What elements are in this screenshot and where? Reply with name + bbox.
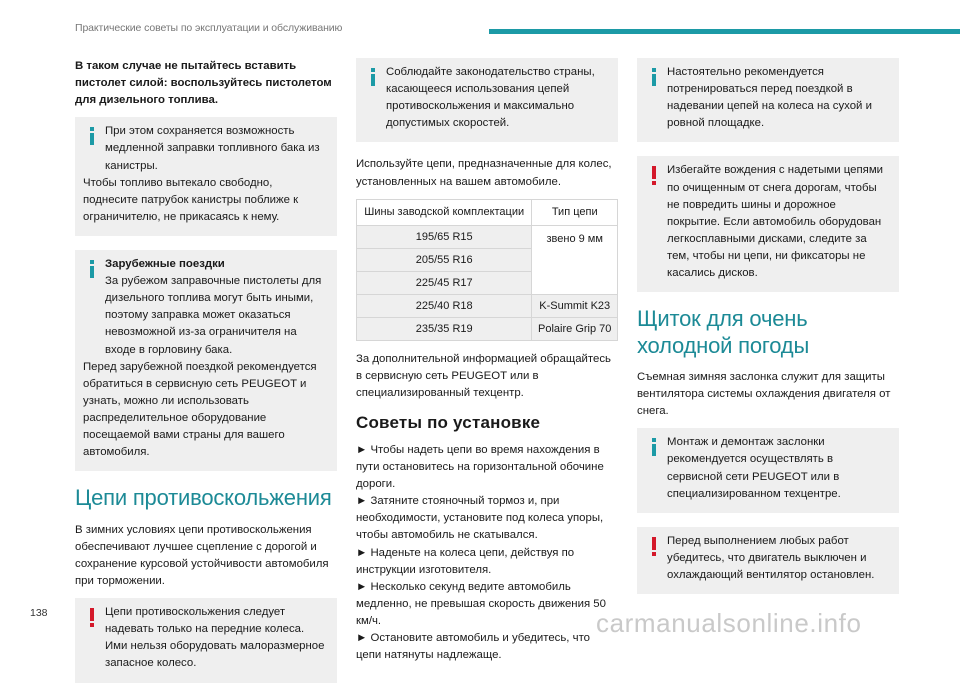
- info-box-practice: [637, 58, 899, 142]
- warning-icon: [645, 162, 667, 180]
- step-item: ► Остановите автомобиль и убедитесь, что цепи натянуты надлежаще.: [356, 630, 618, 664]
- table-cell-chain: звено 9 мм: [532, 226, 618, 295]
- warning-box-text: Перед выполнением любых работ убедитесь, что двигатель выключен и охлаждающий вентилятор остановлен.: [667, 534, 875, 581]
- info-icon: [645, 64, 667, 82]
- table-row: [357, 295, 618, 318]
- step-item: ► Чтобы надеть цепи во время нахождения в пути остановитесь на горизонтальной обочине дороги.: [356, 442, 618, 493]
- info-box-text: Настоятельно рекомендуется потренироваться перед поездкой в надевании цепей на колеса на сухой и ровной площадке.: [667, 66, 872, 130]
- info-box-text: При этом сохраняется возможность медленной заправки топливного бака из канистры.: [105, 125, 320, 172]
- table-cell-chain: K-Summit K23: [532, 295, 618, 318]
- warning-box-front-wheels: [75, 598, 337, 682]
- info-icon: [83, 256, 105, 274]
- table-row: [357, 318, 618, 341]
- watermark: carmanualsonline.info: [596, 608, 862, 638]
- table-cell-tyre: 205/55 R16: [357, 249, 532, 272]
- info-icon: [364, 64, 386, 82]
- warning-icon: [83, 604, 105, 622]
- installation-steps: [356, 442, 618, 664]
- info-box-abroad: [75, 250, 337, 471]
- info-icon: [83, 123, 105, 141]
- table-header-row: [357, 199, 618, 225]
- paragraph-more-info: За дополнительной информацией обращайтесь в сервисную сеть PEUGEOT или в специализированный техцентр.: [356, 353, 611, 400]
- table-row: [357, 226, 618, 249]
- warning-box-cleared-roads: [637, 156, 899, 292]
- warning-box-text: Избегайте вождения с надетыми цепями по очищенным от снега дорогам, чтобы не повредить шины и дорожное покрытие. Если автомобиль оборудован легкосплавными дисками, следите за тем, чтобы ни цепи, ни фиксаторы не касались дисков.: [667, 164, 884, 280]
- table-cell-tyre: 225/40 R18: [357, 295, 532, 318]
- info-box-text: За рубежом заправочные пистолеты для дизельного топлива могут быть иными, поэтому заправка может оказаться невозможной из-за ограничителя на входе в горловину бака.: [105, 275, 322, 356]
- page-header-title: Практические советы по эксплуатации и обслуживанию: [75, 22, 343, 34]
- table-cell-chain: Polaire Grip 70: [532, 318, 618, 341]
- column-1: [75, 58, 337, 697]
- info-box-text: Монтаж и демонтаж заслонки рекомендуется осуществлять в сервисной сети PEUGEOT или в специализированном техцентре.: [667, 436, 841, 500]
- chains-table: [356, 199, 618, 341]
- step-item: ► Наденьте на колеса цепи, действуя по инструкции изготовителя.: [356, 545, 618, 579]
- table-cell-tyre: 225/45 R17: [357, 272, 532, 295]
- info-icon: [645, 434, 667, 452]
- intro-bold-text: В таком случае не пытайтесь вставить пистолет силой: воспользуйтесь пистолетом для дизельного топлива.: [75, 60, 332, 107]
- header-accent-bar: [489, 29, 960, 34]
- column-3: [637, 58, 899, 608]
- section-text: В зимних условиях цепи противоскольжения обеспечивают лучшее сцепление с дорогой и сохранение курсовой устойчивости автомобиля при торможении.: [75, 523, 329, 588]
- info-box-text: Соблюдайте законодательство страны, касающееся использования цепей противоскольжения и максимально допустимых скоростей.: [386, 66, 595, 130]
- step-item: ► Несколько секунд ведите автомобиль медленно, не превышая скорость движения 50 км/ч.: [356, 579, 618, 630]
- warning-icon: [645, 533, 667, 551]
- info-box-text-continued: Чтобы топливо вытекало свободно, поднесите патрубок канистры поближе к ограничителю, не прикасаясь к нему.: [83, 176, 299, 223]
- paragraph-use-chains: Используйте цепи, предназначенные для колес, установленных на вашем автомобиле.: [356, 158, 612, 188]
- table-header-tyres: Шины заводской комплектации: [357, 199, 532, 225]
- warning-box-engine-off: [637, 527, 899, 594]
- section-title-cold-weather-screen: Щиток для очень холодной погоды: [637, 306, 810, 358]
- info-box-canister: [75, 117, 337, 236]
- info-box-text-continued: Перед зарубежной поездкой рекомендуется обратиться в сервисную сеть PEUGEOT и узнать, можно ли использовать распределительное оборудование посещаемой вами страны для вашего автомобиля.: [83, 360, 317, 459]
- column-2: [356, 58, 618, 664]
- warning-box-text: Цепи противоскольжения следует надевать только на передние колеса. Ими нельзя оборудовать малоразмерное запасное колесо.: [105, 606, 325, 670]
- subsection-title-installation: Советы по установке: [356, 413, 541, 433]
- table-header-chain-type: Тип цепи: [532, 199, 618, 225]
- section-title-snow-chains: Цепи противоскольжения: [75, 485, 332, 511]
- table-cell-tyre: 235/35 R19: [357, 318, 532, 341]
- info-box-fitting: [637, 428, 899, 512]
- page-number: 138: [30, 607, 48, 619]
- info-box-title: Зарубежные поездки: [105, 257, 225, 270]
- section-text: Съемная зимняя заслонка служит для защиты вентилятора системы охлаждения двигателя от снега.: [637, 370, 891, 418]
- table-cell-tyre: 195/65 R15: [357, 226, 532, 249]
- step-item: ► Затяните стояночный тормоз и, при необходимости, установите под колеса упоры, чтобы автомобиль не скатывался.: [356, 493, 618, 544]
- info-box-legislation: [356, 58, 618, 142]
